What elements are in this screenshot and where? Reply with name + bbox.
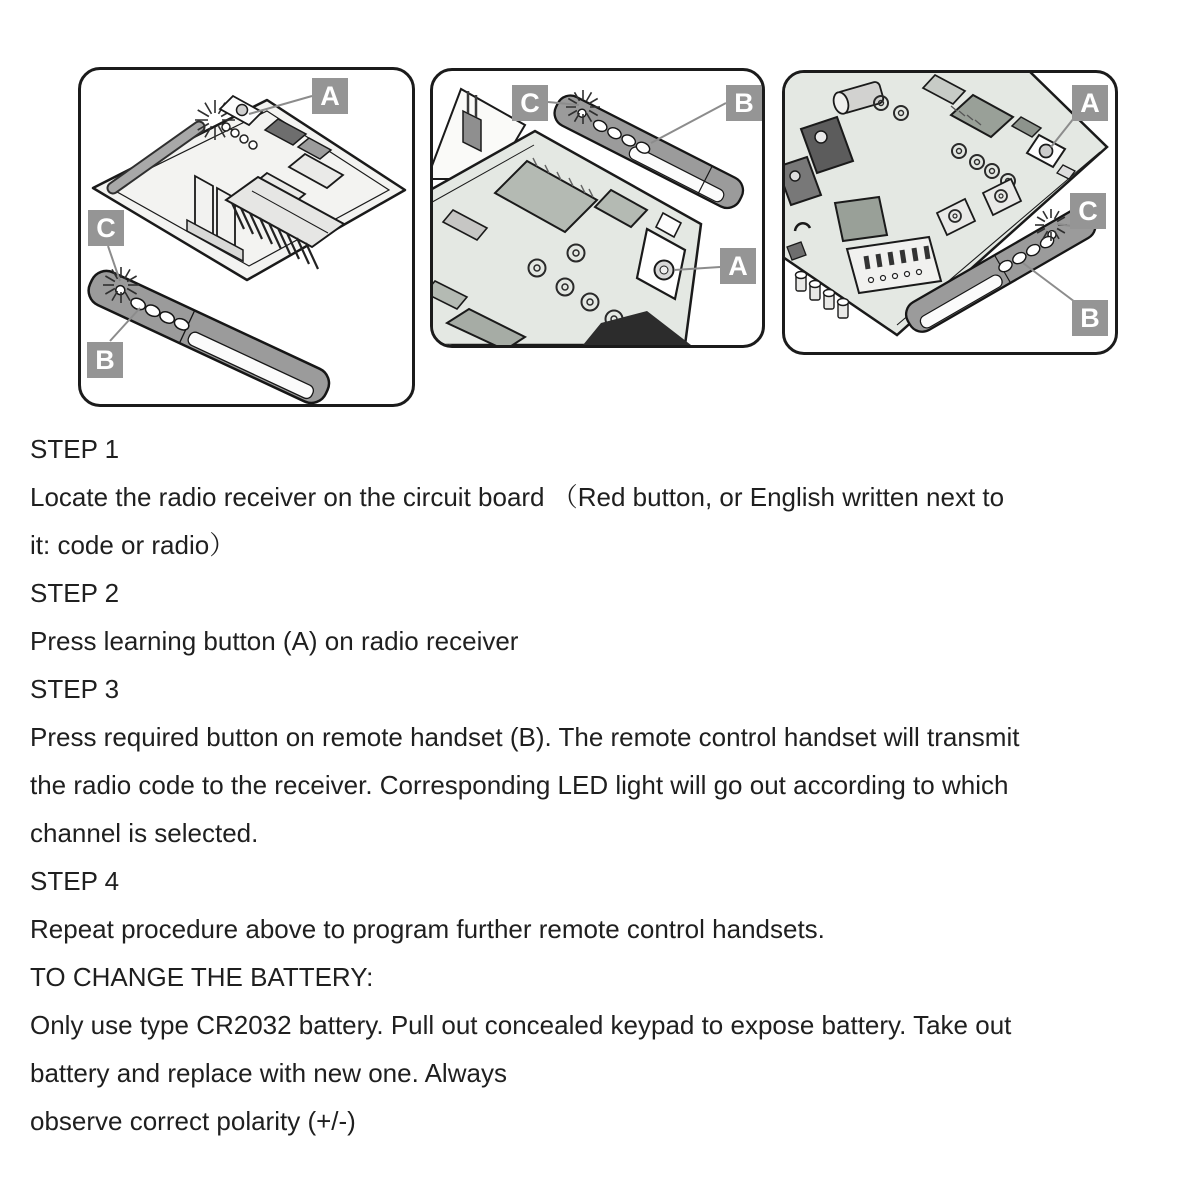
marker-c: C (512, 85, 548, 121)
leader-line (1023, 263, 1075, 302)
instruction-line: channel is selected. (30, 818, 259, 848)
marker-b: B (1072, 300, 1108, 336)
marker-c: C (88, 210, 124, 246)
instruction-text (30, 425, 1180, 1145)
remote-handset-illustration (83, 266, 334, 404)
marker-a: A (720, 248, 756, 284)
leader-line (651, 103, 726, 143)
panel-2-illustration (433, 71, 762, 345)
marker-a: A (1072, 85, 1108, 121)
instruction-line: observe correct polarity (+/-) (30, 1106, 356, 1136)
step-2-heading: STEP 2 (30, 578, 120, 608)
panel-3-illustration (785, 73, 1115, 352)
instruction-line: Press learning button (A) on radio receiver (30, 626, 519, 656)
panel-1-illustration (81, 70, 412, 404)
marker-c: C (1070, 193, 1106, 229)
instruction-line: Only use type CR2032 battery. Pull out concealed keypad to expose battery. Take out (30, 1010, 1012, 1040)
step-1-heading: STEP 1 (30, 434, 120, 464)
step-4-heading: STEP 4 (30, 866, 120, 896)
marker-b: B (87, 342, 123, 378)
instruction-line: Locate the radio receiver on the circuit board （Red button, or English written next to (30, 482, 1005, 512)
figure-panel-2 (430, 68, 765, 348)
instruction-line: Press required button on remote handset (B). The remote control handset will transmit (30, 722, 1020, 752)
instruction-line: Repeat procedure above to program further remote control handsets. (30, 914, 825, 944)
circuit-board-illustration (93, 96, 405, 280)
battery-heading: TO CHANGE THE BATTERY: (30, 962, 374, 992)
figure-panel-1 (78, 67, 415, 407)
ic-chip (835, 197, 887, 241)
instruction-line: battery and replace with new one. Always (30, 1058, 507, 1088)
instruction-line: it: code or radio） (30, 530, 236, 560)
marker-b: B (726, 85, 762, 121)
instruction-line: the radio code to the receiver. Corresponding LED light will go out according to which (30, 770, 1009, 800)
step-3-heading: STEP 3 (30, 674, 120, 704)
figure-panel-3 (782, 70, 1118, 355)
marker-a: A (312, 78, 348, 114)
